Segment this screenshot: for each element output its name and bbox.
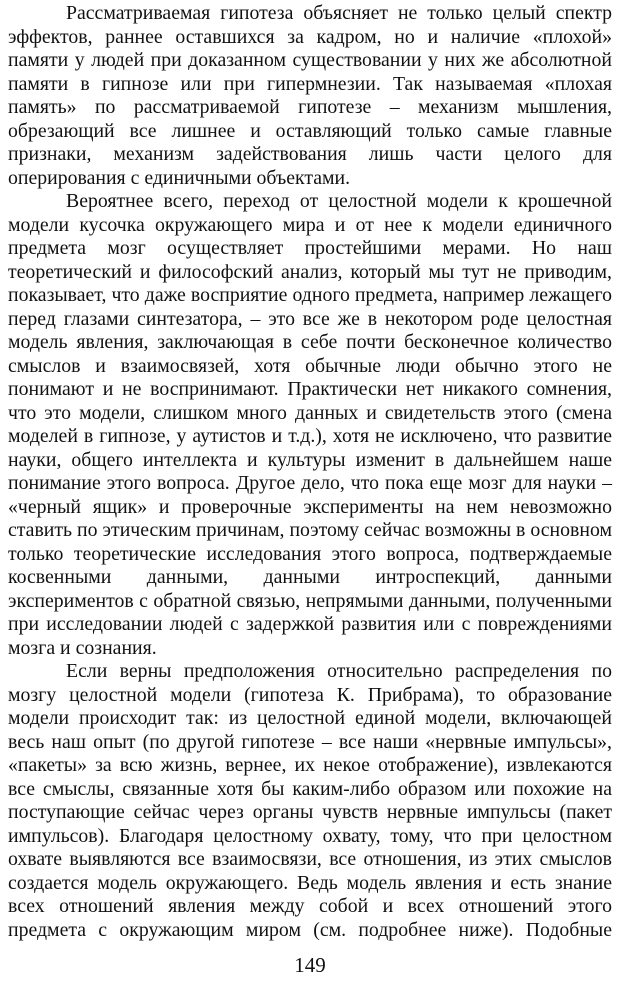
page-number: 149 xyxy=(294,953,326,977)
body-text xyxy=(8,2,612,942)
paragraph-3: Если верны предположения относительно распределения по мозгу целостной модели (гипотеза К. Прибрама), то образование модели происходит так: из целостной единой модели, включающей весь наш опыт (по другой гипотезе – все наши «нервные импульсы», «пакеты» за всю жизнь, вернее, их некое отображение), извлекаются все смыслы, связанные хотя бы каким-либо образом или похожие на поступающие сейчас через органы чувств нервные импульсы (пакет импульсов). Благодаря целостному охвату, тому, что при целостном охвате выявляются все взаимосвязи, все отношения, из этих смыслов создается модель окружающего. Ведь модель явления и есть знание всех отношений явления между собой и всех отношений этого предмета с окружающим миром (см. подробнее ниже). Подобные xyxy=(8,660,612,941)
paragraph-2: Вероятнее всего, переход от целостной модели к крошечной модели кусочка окружающего мира и от нее к модели единичного предмета мозг осуществляет простейшими мерами. Но наш теоретический и философский анализ, который мы тут не приводим, показывает, что даже восприятие одного предмета, например лежащего перед глазами синтезатора, – это все же в некотором роде целостная модель явления, заключающая в себе почти бесконечное количество смыслов и взаимосвязей, хотя обычные люди обычно этого не понимают и не воспринимают. Практически нет никакого сомнения, что это модели, слишком много данных и свидетельств этого (смена моделей в гипнозе, у аутистов и т.д.), хотя не исключено, что развитие науки, общего интеллекта и культуры изменит в дальнейшем наше понимание этого вопроса. Другое дело, что пока еще мозг для науки – «черный ящик» и проверочные эксперименты на нем невозможно ставить по этическим причинам, поэтому сейчас возможны в основном только теоретические исследования этого вопроса, подтверждаемые косвенными данными, данными интроспекций, данными экспериментов с обратной связью, непрямыми данными, полученными при исследовании людей с задержкой развития или с повреждениями мозга и сознания. xyxy=(8,190,612,659)
paragraph-1: Рассматриваемая гипотеза объясняет не только целый спектр эффектов, раннее оставшихся за кадром, но и наличие «плохой» памяти у людей при доказанном существовании у них же абсолютной памяти в гипнозе или при гипермнезии. Так называемая «плохая память» по рассматриваемой гипотезе – механизм мышления, обрезающий все лишнее и оставляющий только самые главные признаки, механизм задействования лишь части целого для оперирования с единичными объектами. xyxy=(8,2,612,189)
book-page xyxy=(8,2,612,998)
